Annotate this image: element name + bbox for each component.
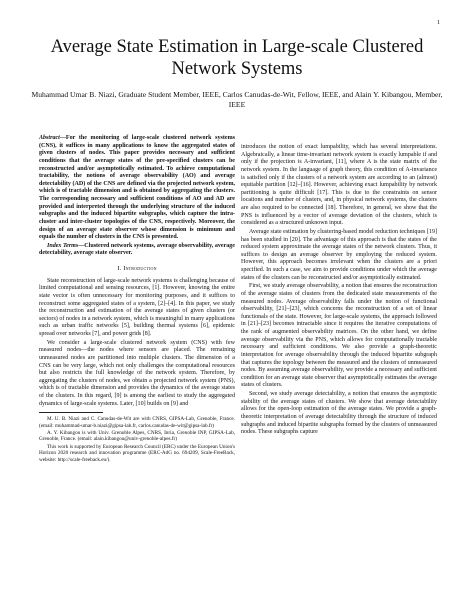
footnote-rule — [39, 412, 103, 413]
body-paragraph-2: Average state estimation by clustering-based model reduction techniques [19] has been studied in [20]. The advantage of this approach is that the states of the reduced system approximate the average states of the network clusters. Thus, it suffices to design an average observer by employing the reduced system. However, this approach becomes irrelevant when the clusters are a priori specified. In such a case, we aim to provide conditions under which the average states of the clusters can be reconstructed and/or asymptotically estimated. — [241, 228, 437, 281]
index-terms-text: —Clustered network systems, average observability, average detectability, average state observer. — [39, 242, 235, 257]
footnote-1: M. U. B. Niazi and C. Canudas-de-Wit are with CNRS, GIPSA-Lab, Grenoble, France. (email: muhammad-umar-b.niazi@gipsa-lab.fr, carlos.canudas-de-wit@gipsa-lab.fr) — [39, 416, 235, 429]
right-column — [241, 144, 437, 438]
body-paragraph-4: Second, we study average detectability, a notion that ensures the asymptotic stability of the average states of clusters. We show that average detectability allows for the open-loop estimation of the average states. We provide a graph-theoretic interpretation of average detectability through the structure of induced subgraphs and induced bipartite subgraphs formed by the clusters of unmeasured nodes. These subgraphs capture — [241, 391, 437, 436]
author-list — [28, 90, 446, 110]
index-terms-label: Index Terms — [47, 242, 79, 249]
intro-paragraph-2: We consider a large-scale clustered network system (CNS) with few measured nodes—the nodes where sensors are placed. The remaining unmeasured nodes are partitioned into multiple clusters. The dimension of a CNS can be very large, which not only challenges the computational resources but also restricts the full knowledge of the network system. Therefore, by aggregating the clusters of nodes, we obtain a projected network system (PNS), which is of tractable dimension and provides the dynamics of the average states of the clusters. In this regard, [9] is among the earliest to study the aggregated dynamics of large-scale systems. Later, [10] builds on [9] and — [39, 339, 235, 407]
intro-paragraph-1: State reconstruction of large-scale network systems is challenging because of limited computational and sensing resources, [1]. However, knowing the entire state vector is often unnecessary for monitoring purposes, and it suffices to reconstruct some aggregated states of a system, [2]–[4]. In this paper, we study the reconstruction and estimation of the average states of given clusters (or sectors) of nodes in a network system, which is meaningful in many applications such as urban traffic networks [5], building thermal systems [6], epidemic spread over networks [7], and power grids [8]. — [39, 277, 235, 337]
left-column — [39, 135, 235, 464]
footnote-2: A. Y. Kibangou is with Univ. Grenoble Alpes, CNRS, Inria, Grenoble INP, GIPSA-Lab, Grenoble, France. (email: alain.kibangou@univ-grenoble-alpes.fr) — [39, 430, 235, 443]
abstract — [39, 135, 235, 242]
section-heading-introduction: I. Introduction — [117, 265, 157, 272]
abstract-label: Abstract — [39, 135, 60, 141]
index-terms — [39, 243, 235, 258]
body-paragraph-3: First, we study average observability, a notion that ensures the reconstruction of the average states of clusters from the dedicated state measurements of the measured nodes. Average observability falls under the notion of functional observability, [21]–[23], which concerns the reconstruction of a set of linear functionals of the state. However, for large-scale systems, the approach followed in [21]–[23] becomes intractable since it requires the iterative computations of the rank of augmented observability matrices. On the other hand, we define average observability via the PNS, which allows for computationally tractable necessary and sufficient conditions. We also provide a graph-theoretic interpretation for average observability through the induced bipartite subgraph that captures the topology between the measured and the clusters of unmeasured nodes. By assuming average observability, we provide a necessary and sufficient condition for an average state observer that asymptotically estimates the average states of clusters. — [241, 283, 437, 389]
footnote-3: This work is supported by European Research Council (ERC) under the European Union's Horizon 2020 research and innovation programme (ERC-AdG no. 694209, Scale-FreeBack, website: http://scale-freeback.eu/). — [39, 443, 235, 463]
paper-title: Average State Estimation in Large-scale Clustered Network Systems — [50, 37, 424, 79]
page-number: 1 — [437, 20, 440, 26]
authors-text: Muhammad Umar B. Niazi, Graduate Student Member, IEEE, Carlos Canudas-de-Wit, Fellow, IEEE, and Alain Y. Kibangou, Member, IEEE — [31, 90, 443, 109]
abstract-text: —For the monitoring of large-scale clustered network systems (CNS), it suffices in many applications to know the aggregated states of given clusters of nodes. This paper provides necessary and sufficient conditions that the average states of the pre-specified clusters can be reconstructed and/or asymptotically estimated. To achieve computational tractability, the notions of average observability (AO) and average detectability (AD) of the CNS are defined via the projected network system, which is of tractable dimension and is obtained by aggregating the clusters. The corresponding necessary and sufficient conditions of AO and AD are provided and interpreted through the underlying structure of the induced subgraphs and the induced bipartite subgraphs, which capture the intra-cluster and inter-cluster topologies of the CNS, respectively. Moreover, the design of an average state observer whose dimension is minimum and equals the number of clusters in the CNS is presented. — [39, 135, 235, 241]
body-paragraph-1: introduces the notion of exact lumpability, which has several interpretations. Algebraically, a linear time-invariant network system is exactly lumpable if and only if the projection is A-invariant, [11], where A is the state matrix of the network system. In the language of graph theory, this condition of A-invariance is satisfied only if the clusters of a network system are according to an (almost) equitable partition [12]–[16]. However, achieving exact lumpability by network partitioning is quite difficult [17]. This is due to the constraints on sensor locations and number of clusters, and, in physical network systems, the clusters are also required to be connected [18]. Therefore, in general, we show that the PNS is influenced by a vector of average deviation of the clusters, which is considered as a structured unknown input. — [241, 144, 437, 227]
